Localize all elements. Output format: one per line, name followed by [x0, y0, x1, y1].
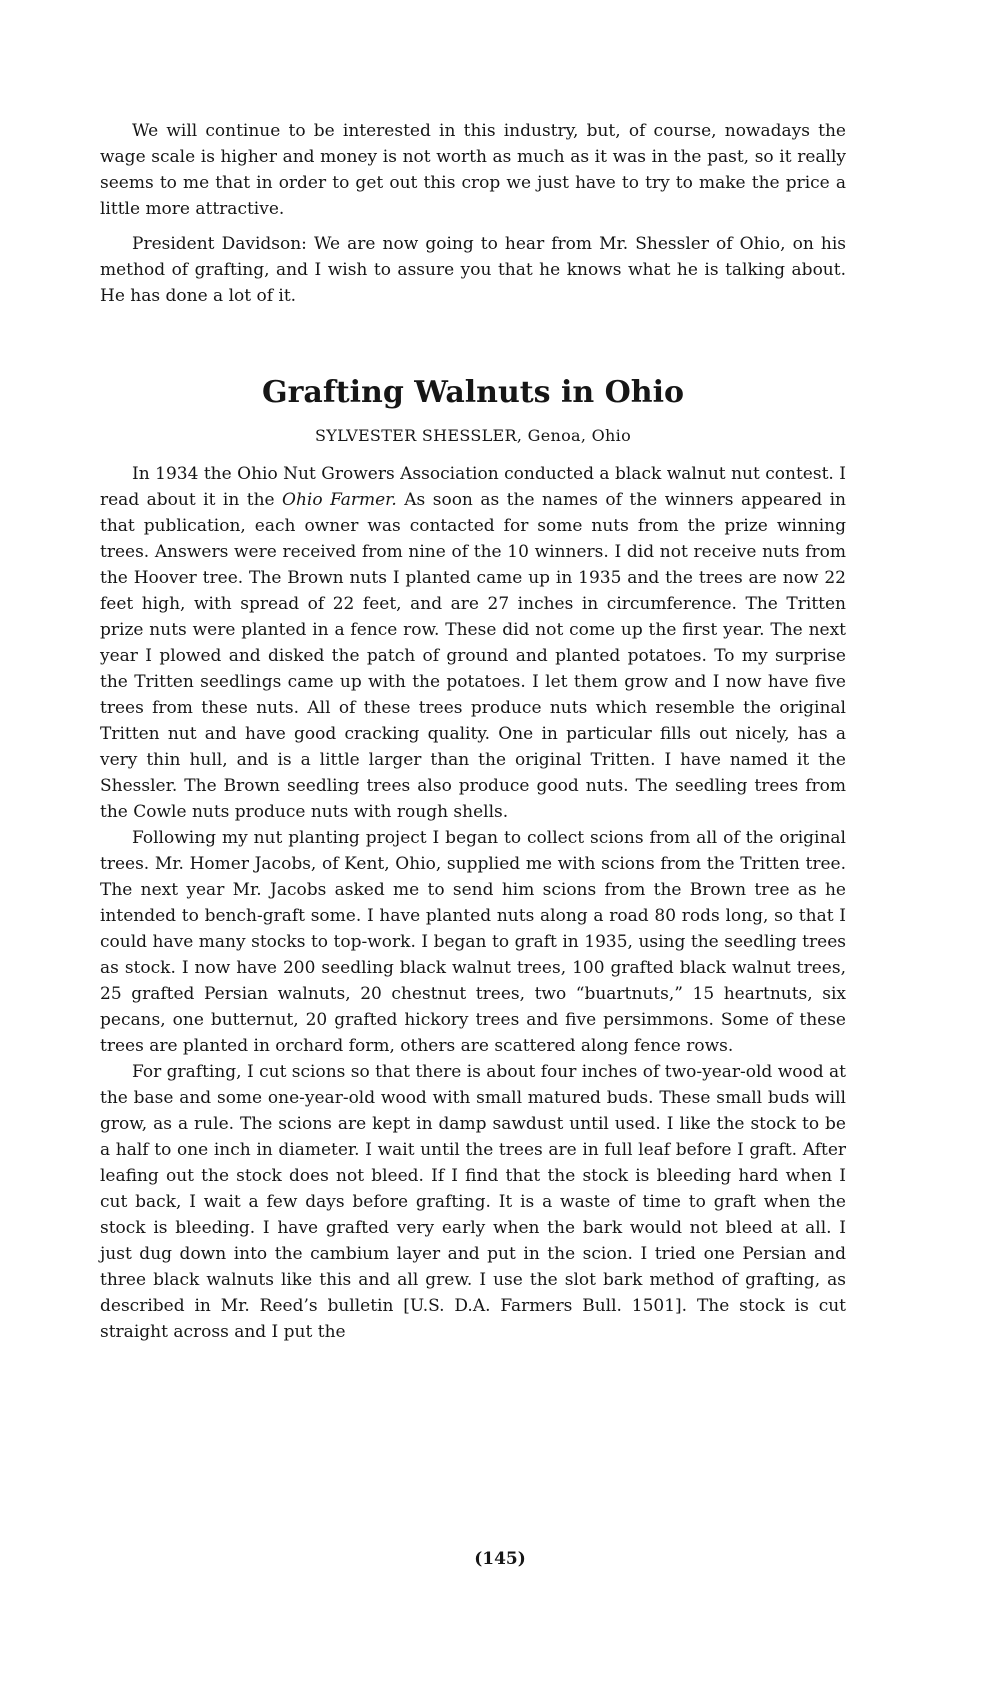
- body-paragraph-2: Following my nut planting project I began to collect scions from all of the original trees. Mr. Homer Jacobs, of Kent, Ohio, supplied me with scions from the Tritten tree. The next year Mr. Jacobs asked me to send him scions from the Brown tree as he intended to bench-graft some. I have planted nuts along a road 80 rods long, so that I could have many stocks to top-work. I began to graft in 1935, using the seedling trees as stock. I now have 200 seedling black walnut trees, 100 grafted black walnut trees, 25 grafted Persian walnuts, 20 chestnut trees, two “buartnuts,” 15 heartnuts, six pecans, one butternut, 20 grafted hickory trees and five persimmons. Some of these trees are planted in orchard form, others are scattered along fence rows.: [100, 828, 846, 1056]
- article-title: Grafting Walnuts in Ohio: [262, 375, 684, 410]
- article-body: [100, 461, 846, 1345]
- document-page: [100, 118, 846, 1345]
- article-byline: [100, 425, 846, 447]
- intro-paragraph-1: We will continue to be interested in this industry, but, of course, nowadays the wage scale is higher and money is not worth as much as it was in the past, so it really seems to me that in order to get out this crop we just have to try to make the price a little more attractive.: [100, 121, 846, 219]
- body-paragraph-1-start: In 1934 the Ohio Nut Growers Association conducted a black walnut nut contest. I read about it in the: [100, 464, 846, 510]
- intro-section: [100, 118, 846, 309]
- body-paragraph-3: For grafting, I cut scions so that there is about four inches of two-year-old wood at the base and some one-year-old wood with small matured buds. These small buds will grow, as a rule. The scions are kept in damp sawdust until used. I like the stock to be a half to one inch in diameter. I wait until the trees are in full leaf before I graft. After leafing out the stock does not bleed. If I find that the stock is bleeding hard when I cut back, I wait a few days before grafting. It is a waste of time to graft when the stock is bleeding. I have grafted very early when the bark would not bleed at all. I just dug down into the cambium layer and put in the scion. I tried one Persian and three black walnuts like this and all grew. I use the slot bark method of grafting, as described in Mr. Reed’s bulletin [U.S. D.A. Farmers Bull. 1501]. The stock is cut straight across and I put the: [100, 1062, 846, 1342]
- body-paragraph-1: [100, 461, 846, 825]
- body-paragraph-1-rest: As soon as the names of the winners appeared in that publication, each owner was contacted for some nuts from the prize winning trees. Answers were received from nine of the 10 winners. I did not receive nuts from the Hoover tree. The Brown nuts I planted came up in 1935 and the trees are now 22 feet high, with spread of 22 feet, and are 27 inches in circumference. The Tritten prize nuts were planted in a fence row. These did not come up the first year. The next year I plowed and disked the patch of ground and planted potatoes. To my surprise the Tritten seedlings came up with the potatoes. I let them grow and I now have five trees from these nuts. All of these trees produce nuts which resemble the original Tritten nut and have good cracking quality. One in particular fills out nicely, has a very thin hull, and is a little larger than the original Tritten. I have named it the Shessler. The Brown seedling trees also produce good nuts. The seedling trees from the Cowle nuts produce nuts with rough shells.: [100, 490, 846, 822]
- publication-name: Ohio Farmer.: [282, 490, 397, 510]
- page-number: (145): [474, 1549, 526, 1569]
- author-name: SYLVESTER SHESSLER: [314, 426, 517, 445]
- author-location: , Genoa, Ohio: [516, 426, 632, 445]
- intro-paragraph-2: President Davidson: We are now going to hear from Mr. Shessler of Ohio, on his method of grafting, and I wish to assure you that he knows what he is talking about. He has done a lot of it.: [100, 234, 846, 306]
